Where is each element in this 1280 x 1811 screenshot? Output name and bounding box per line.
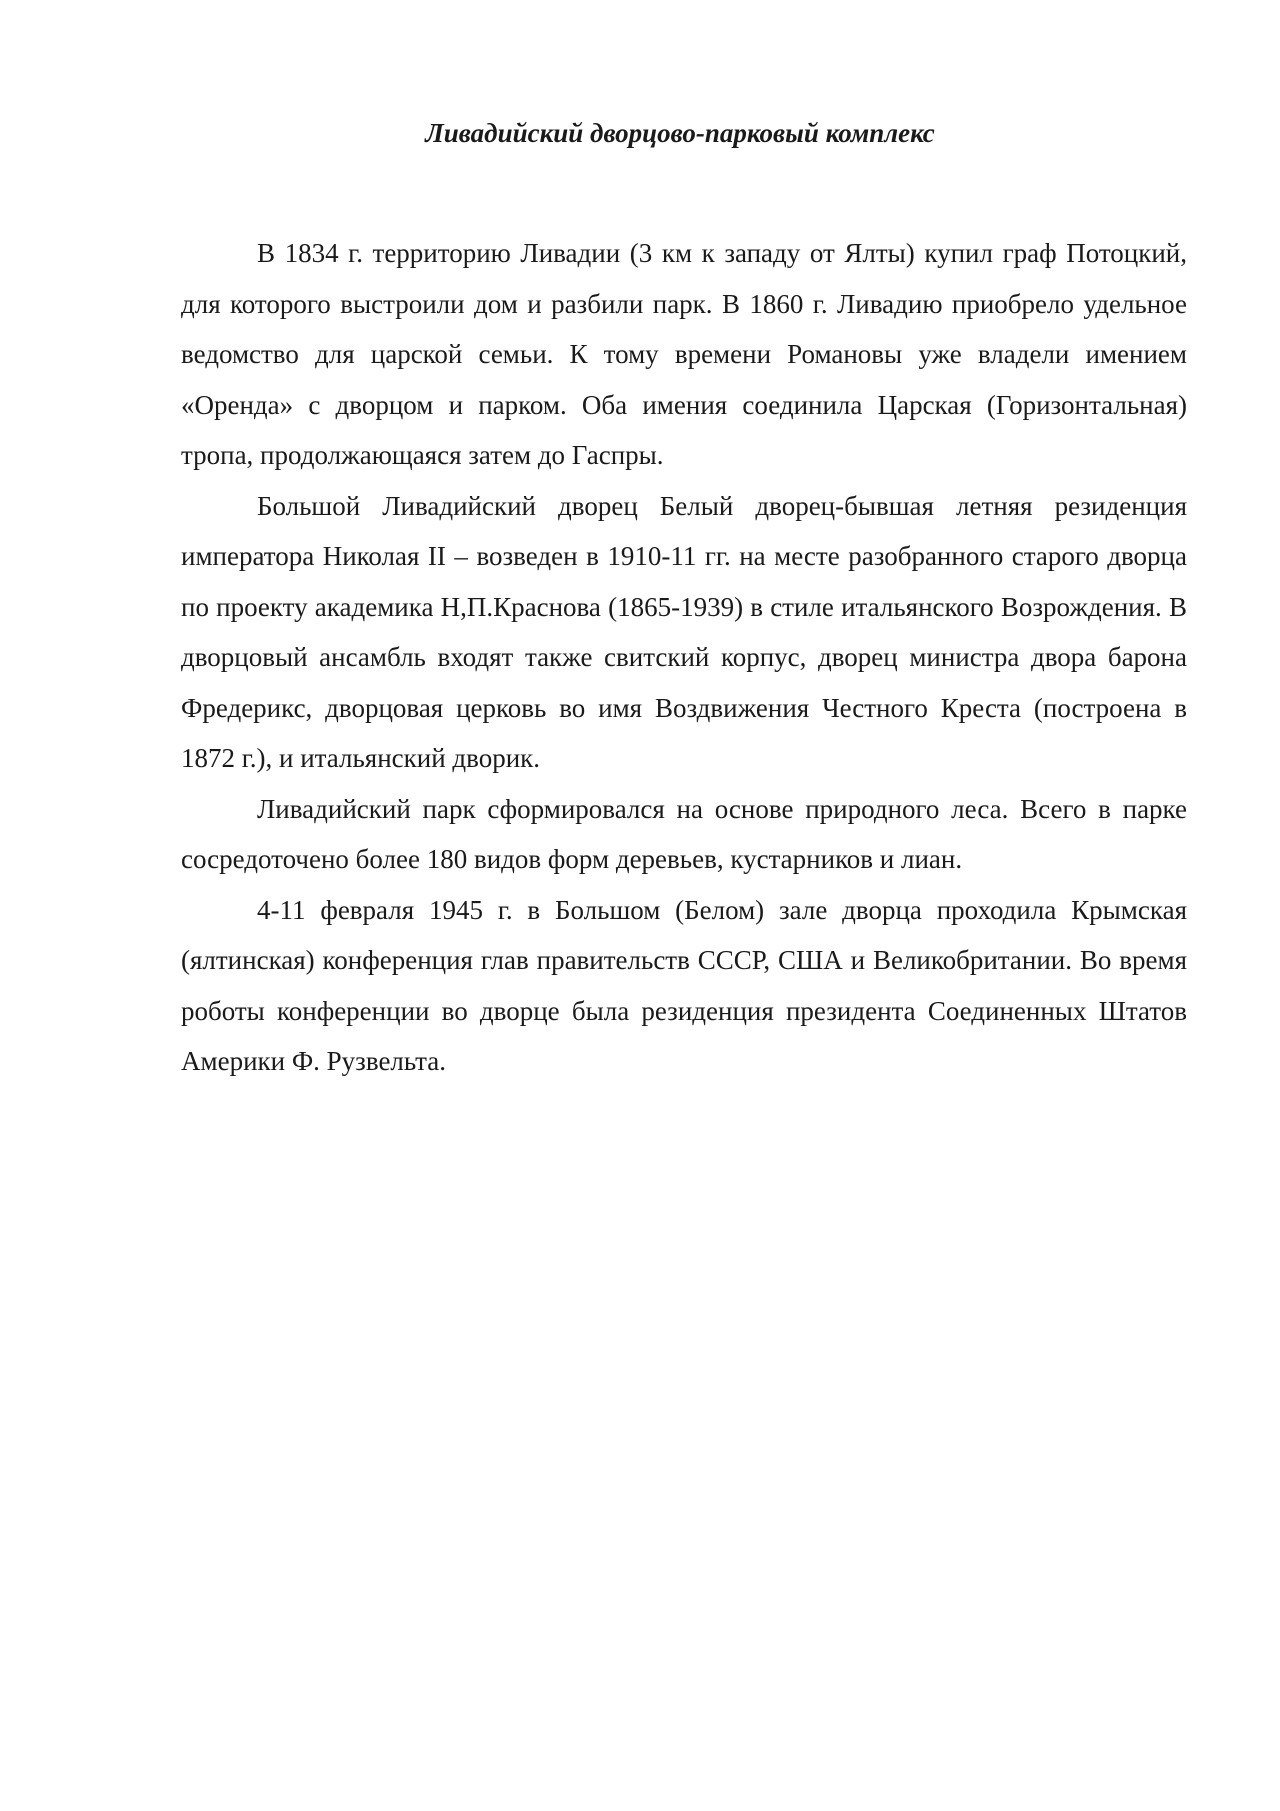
- paragraph-1: В 1834 г. территорию Ливадии (3 км к западу от Ялты) купил граф Потоцкий, для которого выстроили дом и разбили парк. В 1860 г. Ливадию приобрело удельное ведомство для царской семьи. К тому времени Романовы уже владели имением «Оренда» с дворцом и парком. Оба имения соединила Царская (Горизонтальная) тропа, продолжающаяся затем до Гаспры.: [181, 238, 1187, 470]
- paragraph-3: Ливадийский парк сформировался на основе природного леса. Всего в парке сосредоточено более 180 видов форм деревьев, кустарников и лиан.: [181, 793, 1187, 874]
- document-title: Ливадийский дворцово-парковый комплекс: [425, 118, 935, 148]
- document-body: [181, 228, 1187, 1087]
- paragraph-2: Большой Ливадийский дворец Белый дворец-бывшая летняя резиденция императора Николая II – возведен в 1910-11 гг. на месте разобранного старого дворца по проекту академика Н,П.Краснова (1865-1939) в стиле итальянского Возрождения. В дворцовый ансамбль входят также свитский корпус, дворец министра двора барона Фредерикс, дворцовая церковь во имя Воздвижения Честного Креста (построена в 1872 г.), и итальянский дворик.: [181, 490, 1187, 773]
- paragraph-4: 4-11 февраля 1945 г. в Большом (Белом) зале дворца проходила Крымская (ялтинская) конференция глав правительств СССР, США и Великобритании. Во время роботы конференции во дворце была резиденция президента Соединенных Штатов Америки Ф. Рузвельта.: [181, 894, 1187, 1076]
